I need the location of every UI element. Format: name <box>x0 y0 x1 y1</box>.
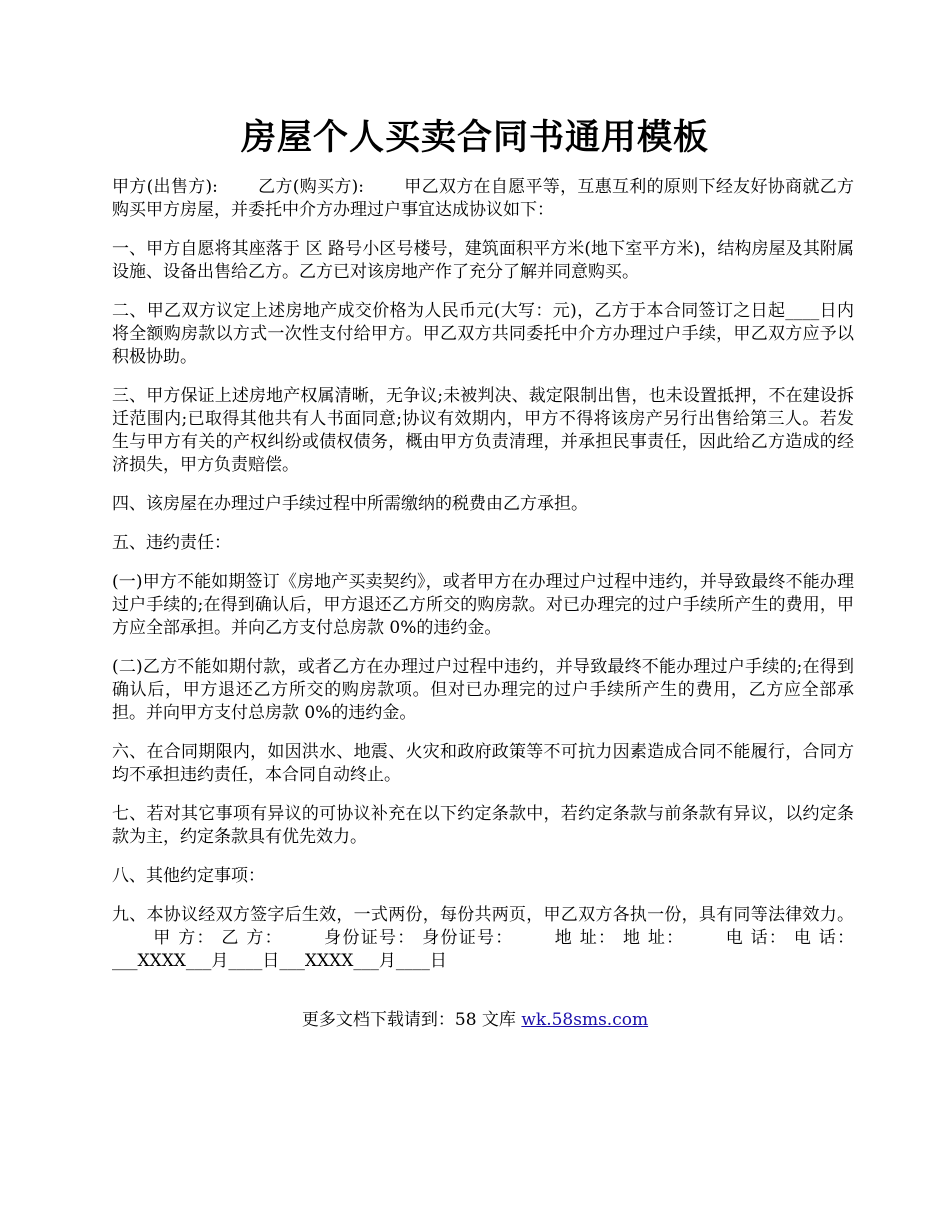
party-b-id-label: 身份证号： <box>422 928 514 948</box>
intro-text: 甲乙双方在自愿平等，互惠互利的原则下经友好协商就乙方购买甲方房屋，并委托中介方办理过户事宜达成协议如下： <box>112 177 854 220</box>
clause-2: 二、甲乙双方议定上述房地产成交价格为人民币元(大写：元)，乙方于本合同签订之日起____日内将全额购房款以方式一次性支付给甲方。甲乙双方共同委托中介方办理过户手续，甲乙双方应予以积极协助。 <box>112 301 854 367</box>
clause-7: 七、若对其它事项有异议的可协议补充在以下约定条款中，若约定条款与前条款有异议，以约定条款为主，约定条款具有优先效力。 <box>112 804 854 847</box>
clause-5: 五、违约责任： <box>112 533 231 553</box>
party-a-address-label: 地 址： <box>553 928 617 948</box>
clause-4: 四、该房屋在办理过户手续过程中所需缴纳的税费由乙方承担。 <box>112 494 588 514</box>
party-a-phone-label: 电 话： <box>724 928 788 948</box>
footer-link[interactable]: wk.58sms.com <box>521 1010 649 1030</box>
clause-5-1: (一)甲方不能如期签订《房地产买卖契约》，或者甲方在办理过户过程中违约，并导致最终不能办理过户手续的;在得到确认后，甲方退还乙方所交的购房款。对已办理完的过户手续所产生的费用，甲方应全部承担。并向乙方支付总房款 0%的违约金。 <box>112 572 854 638</box>
document-body <box>112 176 854 973</box>
clause-1: 一、甲方自愿将其座落于 区 路号小区号楼号，建筑面积平方米(地下室平方米)，结构房屋及其附属设施、设备出售给乙方。乙方已对该房地产作了充分了解并同意购买。 <box>112 239 854 282</box>
intro-paragraph <box>112 176 854 222</box>
clause-9-text: 九、本协议经双方签字后生效，一式两份，每份共两页，甲乙双方各执一份，具有同等法律效力。 <box>112 905 854 925</box>
clause-3: 三、甲方保证上述房地产权属清晰，无争议;未被判决、裁定限制出售，也未设置抵押，不在建设拆迁范围内;已取得其他共有人书面同意;协议有效期内，甲方不得将该房产另行出售给第三人。若发生与甲方有关的产权纠纷或债权债务，概由甲方负责清理，并承担民事责任，因此给乙方造成的经济损失，甲方负责赔偿。 <box>112 386 854 475</box>
clause-8: 八、其他约定事项： <box>112 866 265 886</box>
party-b-phone-label: 电 话： <box>793 928 855 948</box>
party-b-address-label: 地 址： <box>622 928 685 948</box>
document-title: 房屋个人买卖合同书通用模板 <box>240 117 709 158</box>
clause-5-2: (二)乙方不能如期付款，或者乙方在办理过户过程中违约，并导致最终不能办理过户手续的;在得到确认后，甲方退还乙方所交的购房款项。但对已办理完的过户手续所产生的费用，乙方应全部承担。并向甲方支付总房款 0%的违约金。 <box>112 657 854 723</box>
download-footer <box>0 1005 950 1030</box>
buyer-label: 乙方(购买方): <box>257 177 364 197</box>
clause-9 <box>112 904 854 973</box>
clause-6: 六、在合同期限内，如因洪水、地震、火灾和政府政策等不可抗力因素造成合同不能履行，合同方均不承担违约责任，本合同自动终止。 <box>112 742 854 785</box>
party-a-id-label: 身份证号： <box>322 928 416 948</box>
seller-label: 甲方(出售方): <box>112 177 218 197</box>
party-b-sign-label: 乙 方： <box>221 928 283 948</box>
party-a-sign-label: 甲 方： <box>152 928 215 948</box>
footer-text: 更多文档下载请到：58 文库 <box>301 1010 522 1030</box>
signing-dates: ___XXXX___月____日___XXXX___月____日 <box>112 951 447 971</box>
